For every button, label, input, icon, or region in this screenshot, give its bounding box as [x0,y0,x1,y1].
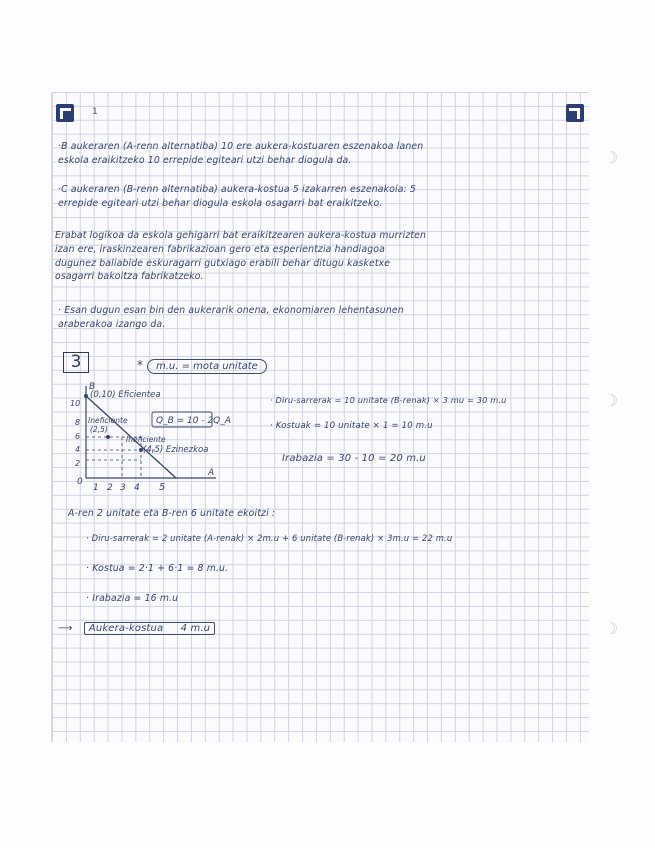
text-line: eskola eraikitzeko 10 errepide egiteari utzi behar diogula da. [58,154,352,166]
ineficiente-label: Ineficiente [88,416,128,425]
mix-irabazia-line [86,592,178,606]
final-answer [58,622,215,636]
unit-note: m.u. = mota unitate [147,359,267,374]
c-option-paragraph [58,183,416,211]
b-option-paragraph [58,140,423,168]
x-tick: 3 [120,483,126,492]
corner-mark-right-icon [566,104,584,122]
point-eficiente [84,394,88,398]
y-tick: 6 [75,432,81,441]
text-line: · Irabazia = 16 m.u [86,593,179,604]
x-tick: 4 [134,483,140,492]
arrow-icon: ⟶ [58,623,73,634]
text-line: · Diru-sarrerak = 10 unitate (B-renak) × 3 mu = 30 m.u [270,395,507,405]
binder-hole-icon: ☽ [604,148,619,167]
text-line: izan ere, iraskinzearen fabrikazioan gero eta esperientzia handiagoa [55,243,385,255]
x-tick: 1 [93,483,99,492]
dirusarrerak-line [270,394,506,408]
mix-header [68,507,275,521]
final-value: 4 m.u [180,623,211,634]
origin-label: 0 [77,477,83,487]
y-axis-label: B [89,382,96,392]
point-ezinezkoa-label: (4,5) Ezinezkoa [143,445,209,455]
y-tick: 10 [70,399,81,408]
y-tick: 8 [75,418,81,427]
ineficiente-label-2: Ineficiente [126,435,166,444]
text-line: osagarri bakoitza fabrikatzeko. [55,271,204,283]
text-line: Erabat logikoa da eskola gehigarri bat eraikitzearen aukera-kostua murrizten [55,230,427,241]
corner-mark-left-icon [56,104,74,122]
reasoning-paragraph [55,229,426,284]
x-tick: 5 [159,482,166,492]
section-number-box: 3 [63,352,89,373]
text-line: · Esan dugun esan bin den aukerarik onena, ekonomiaren lehentasunen [58,305,404,316]
text-line: · Kostua = 2·1 + 6·1 = 8 m.u. [86,563,229,574]
page-number: 1 [92,107,98,117]
y-tick: 4 [75,445,81,454]
x-axis-label: A [208,468,215,478]
final-label: Aukera-kostua [88,623,164,634]
unit-note-star: * [137,358,143,372]
text-line: errepide egiteari utzi behar diogula eskola osagarri bat eraikitzeko. [58,197,383,209]
x-tick: 2 [107,483,113,492]
text-line: araberakoa izango da. [58,318,166,330]
point-ineficiente [106,435,110,439]
mix-kostua-line [86,562,228,576]
text-line: Irabazia = 30 - 10 = 20 m.u [282,453,426,464]
text-line: · Kostuak = 10 unitate × 1 = 10 m.u [270,421,433,431]
text-line: ·C aukeraren (B-renn alternatiba) aukera-kostua 5 izakarren eszenakoia: 5 [58,184,416,195]
mix-dirusarrerak-line [86,532,452,546]
binder-hole-icon: ☽ [604,391,619,410]
binder-hole-icon: ☽ [604,619,619,638]
kostuak-line [270,420,433,434]
point-eficiente-label: (0,10) Eficientea [90,390,161,400]
irabazia-line [282,452,426,466]
y-tick: 2 [75,459,81,468]
ineficiente-coords: (2,5) [90,425,108,434]
text-line: ·B aukeraren (A-renn alternatiba) 10 ere aukera-kostuaren eszenakoa lanen [58,141,424,152]
text-line: dugunez baliabide eskuragarri gutxiago erabili behar ditugu kasketxe [55,257,391,269]
conclusion-paragraph [58,304,404,332]
text-line: A-ren 2 unitate eta B-ren 6 unitate ekoitzi : [68,508,276,519]
production-possibility-graph [56,380,266,492]
formula-text: Q_B = 10 - 2Q_A [156,416,231,426]
final-answer-box [84,622,215,635]
text-line: · Diru-sarrerak = 2 unitate (A-renak) × 2m.u + 6 unitate (B-renak) × 3m.u = 22 m.u [86,533,453,543]
